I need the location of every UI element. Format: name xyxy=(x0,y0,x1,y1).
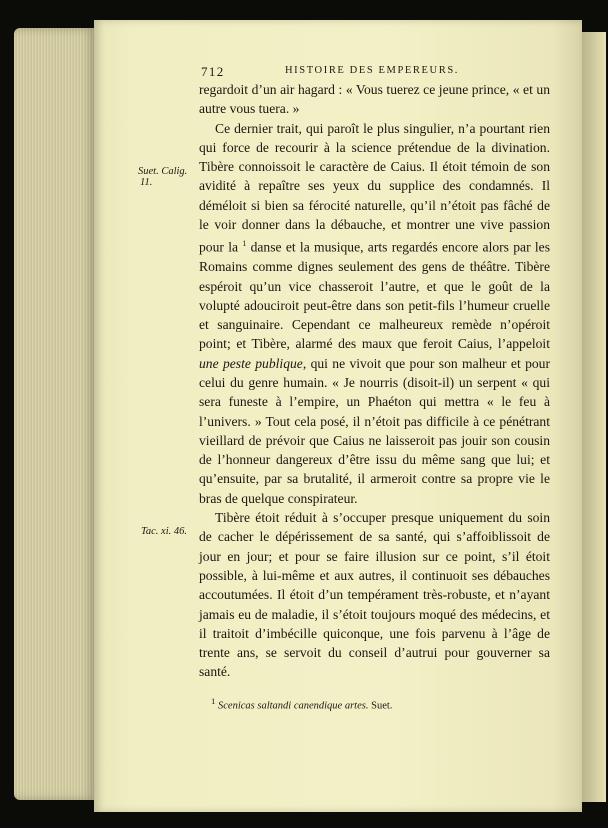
paragraph-p2 xyxy=(199,119,550,508)
book-page-edges xyxy=(14,28,96,800)
footnote-marker: 1 xyxy=(211,696,216,706)
margin-note-line: 11. xyxy=(140,177,153,188)
text-run: regardoit d’un air hagard : « Vous tuerez ce jeune prince, « et un autre vous tuera. » xyxy=(199,82,550,117)
margin-note-tacitus xyxy=(141,526,187,537)
running-title: HISTOIRE DES EMPEREURS. xyxy=(285,65,459,76)
text-run: Tibère étoit réduit à s’occuper presque uniquement du soin de cacher le dépérissement de sa santé, qui s’affoiblissoit de jour en jour; et pour se faire illusion sur ce point, s’il étoit possible, à lui-même et aux autres, il continuoit ses débauches accoutumées. Il étoit d’un tempérament très-robuste, et n’ayant jamais eu de maladie, il s’étoit toujours moqué des médecins, et il traitoit d’imbécille quiconque, une fois parvenu à l’âge de trente ans, se servoit du conseil d’autrui pour gouverner sa santé. xyxy=(199,510,550,680)
paragraph-p1 xyxy=(199,80,550,119)
footnote-reference: 1 xyxy=(242,239,247,249)
footnote-source: Suet. xyxy=(371,700,393,712)
paragraph-p3 xyxy=(199,508,550,682)
margin-note-line: Suet. Calig. xyxy=(138,166,188,177)
margin-note-line: Tac. xi. 46. xyxy=(141,526,187,537)
running-header xyxy=(201,64,553,80)
text-run: danse et la musique, arts regardés encore alors par les Romains comme dignes seulement des gens de théâtre. Tibère espéroit qu’un vice chasseroit l’autre, et que le goût de la volupté adouciroit peut-être dans son petit-fils l’humeur cruelle et sanguinaire. Cependant ce malheureux remède n’opéroit point; et Tibère, alarmé des maux que feroit Caius, l’appeloit xyxy=(199,239,550,352)
facing-page-edge xyxy=(582,32,606,802)
footnote-text: Scenicas saltandi canendique artes. xyxy=(218,700,369,712)
text-run: Ce dernier trait, qui paroît le plus singulier, n’a pourtant rien qui force de recourir à la science prétendue de la divination. Tibère connoissoit le caractère de Caius. Il étoit témoin de son avidité à repaître ses yeux du supplice des condamnés. Il déméloit si bien sa férocité naturelle, qu’il n’étoit pas fâché de le voir donner dans la débauche, et montrer une vive passion pour la xyxy=(199,120,550,255)
page-number: 712 xyxy=(201,64,225,79)
margin-note-suetonius xyxy=(138,166,187,188)
text-run: , qui ne vivoit que pour son malheur et pour celui du genre humain. « Je nourris (disoit-il) un serpent « qui sera funeste à l’empire, un Phaéton qui mettra « le feu à l’univers. » Tout cela posé, il n’étoit pas difficile à ce pénétrant vieillard de prévoir que Caius ne laisseroit pas jouir son cousin de l’honneur dangereux d’être issu du même sang que lui; et qu’ensuite, par sa brutalité, il armeroit contre sa propre vie le bras de quelque conspirateur. xyxy=(199,355,550,506)
italic-text: une peste publique xyxy=(199,355,303,371)
body-text xyxy=(199,80,550,682)
footnote xyxy=(211,696,551,712)
